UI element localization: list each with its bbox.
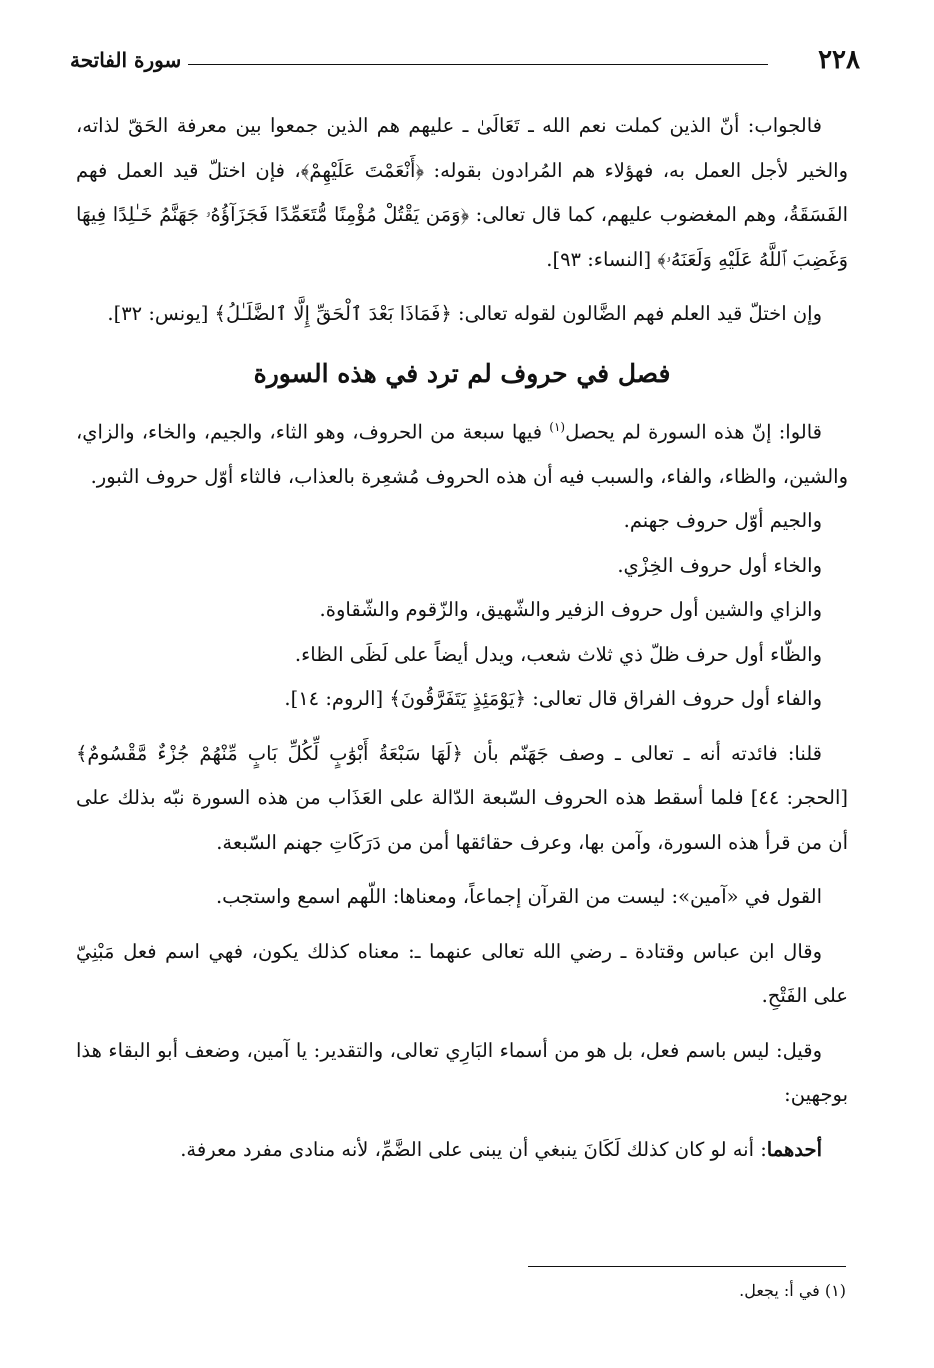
list-item: والخاء أول حروف الخِزْي. — [617, 553, 822, 577]
paragraph-ibn-abbas: وقال ابن عباس وقتادة ـ رضي الله تعالى عنهما ـ: معناه كذلك يكون، فهي اسم فعل مَبْنِيّ على الفَتْحِ. — [76, 939, 848, 1007]
page-body — [76, 104, 848, 1182]
paragraph-misguided: وإن اختلّ قيد العلم فهم الضَّالون لقوله تعالى: ﴿فَمَاذَا بَعْدَ ٱلْحَقِّ إِلَّا ٱلضَّلَـٰلُ﴾ [يونس: ٣٢]. — [107, 302, 822, 325]
paragraph-text: فيها سبعة من الحروف، وهو الثاء، والجيم، والخاء، والزاي، والشين، والظاء، والفاء، والسبب فيه أن هذه الحروف مُشعِرة بالعذاب، فالثاء أوّل حروف الثبور. — [76, 420, 848, 488]
paragraph-missing-letters — [76, 405, 848, 500]
header-rule — [188, 64, 768, 65]
bold-term: أحدهما — [766, 1137, 822, 1161]
paragraph-text: : أنه لو كان كذلك لَكَانَ ينبغي أن يبنى على الضَّمِّ، لأنه منادى مفرد معرفة. — [180, 1137, 767, 1161]
paragraph-answer: فالجواب: أنّ الذين كملت نعم الله ـ تَعَالَىٰ ـ عليهم هم الذين جمعوا بين معرفة الحَقّ لذاته، والخير لأجل العمل به، فهؤلاء هم المُرادون بقوله: ﴿أَنْعَمْتَ عَلَيْهِمْ﴾، فإن اختلّ قيد العمل فهم الفَسَقَةُ، وهم المغضوب عليهم، كما قال تعالى: ﴿وَمَن يَقْتُلْ مُؤْمِنًا مُّتَعَمِّدًا فَجَزَآؤُهُۥ جَهَنَّمُ خَـٰلِدًا فِيهَا وَغَضِبَ ٱللَّهُ عَلَيْهِ وَلَعَنَهُۥ﴾ [النساء: ٩٣]. — [76, 114, 848, 271]
paragraph-benefit: قلنا: فائدته أنه ـ تعالى ـ وصف جَهَنّم بأن ﴿لَهَا سَبْعَةُ أَبْوَٰبٍ لِّكُلِّ بَابٍ مِّنْهُمْ جُزْءٌ مَّقْسُومٌ﴾ [الحجر: ٤٤] فلما أسقط هذه الحروف السّبعة الدّالة على العَذَاب من هذه السورة نبّه بذلك على أن من قرأ هذه السورة، وآمن بها، وعرف حقائقها أمن من دَرَكَاتِ جهنم السّبعة. — [76, 741, 849, 854]
paragraph-amin: القول في «آمين»: ليست من القرآن إجماعاً، ومعناها: اللّهم اسمع واستجب. — [215, 885, 822, 908]
page-number: ٢٢٨ — [818, 45, 860, 75]
list-item: والفاء أول حروف الفراق قال تعالى: ﴿يَوْمَئِذٍ يَتَفَرَّقُونَ﴾ [الروم: ١٤]. — [284, 687, 822, 710]
footnote-reference: (١) — [549, 419, 566, 434]
footnote-divider — [528, 1266, 846, 1267]
paragraph-first-reason — [76, 1128, 848, 1173]
surah-title: سورة الفاتحة — [70, 48, 182, 72]
page-header — [70, 40, 860, 80]
list-item: والظّاء أول حرف ظلّ ذي ثلاث شعب، ويدل أيضاً على لَظَى الظاء. — [294, 642, 822, 666]
paragraph-qila: وقيل: ليس باسم فعل، بل هو من أسماء البَارِي تعالى، والتقدير: يا آمين، وضعف أبو البقاء هذا بوجهين: — [76, 1038, 848, 1106]
list-item: والجيم أوّل حروف جهنم. — [623, 509, 822, 532]
paragraph-text: قالوا: إنّ هذه السورة لم يحصل — [565, 420, 822, 443]
section-heading: فصل في حروف لم ترد في هذه السورة — [253, 358, 671, 388]
list-item: والزاي والشين أول حروف الزفير والشّهيق، والزّقوم والشّقاوة. — [319, 598, 822, 621]
footnote: (١) في أ: يجعل. — [739, 1281, 846, 1300]
